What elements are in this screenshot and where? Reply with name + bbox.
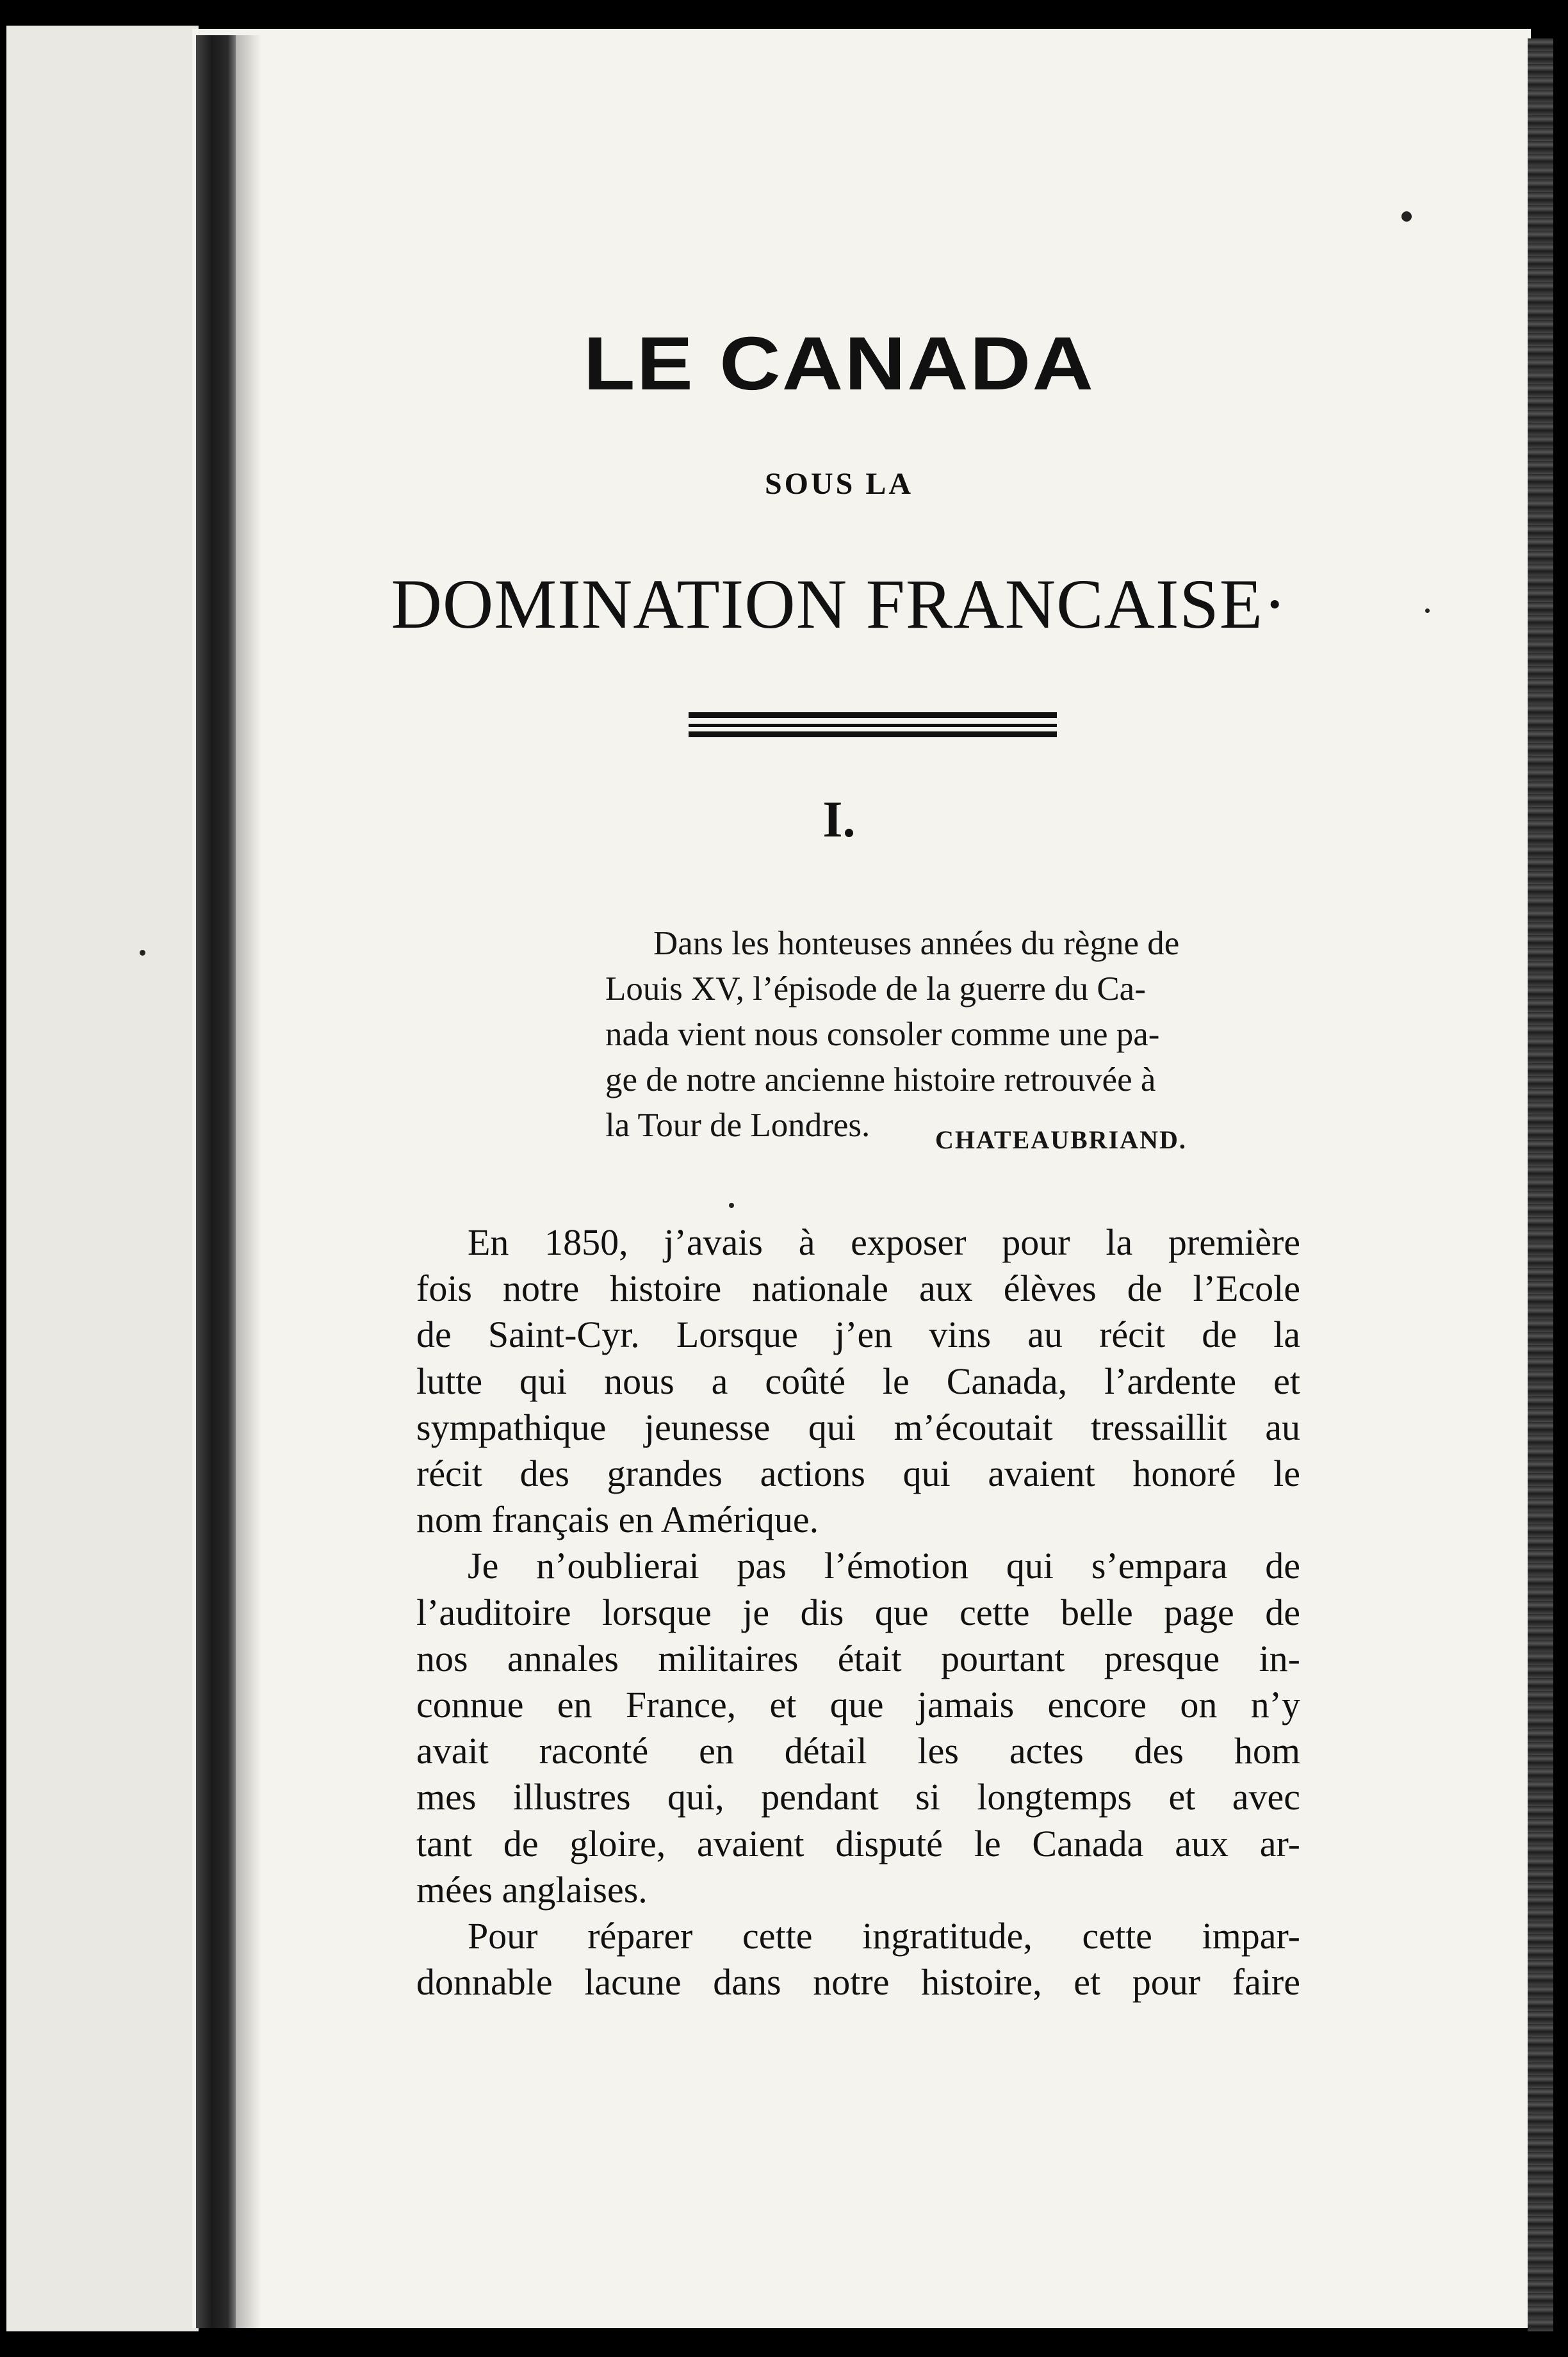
epigraph-line: ge de notre ancienne histoire retrouvée à: [605, 1061, 1156, 1098]
ink-speck: [140, 950, 145, 956]
epigraph-author: CHATEAUBRIAND.: [935, 1125, 1187, 1154]
book-gutter: [196, 35, 236, 2328]
title-connector: SOUS LA: [764, 467, 914, 501]
text-line: de Saint-Cyr. Lorsque j’en vins au récit de la: [416, 1314, 1300, 1356]
text-line: sympathique jeunesse qui m’écoutait tressaillit au: [416, 1406, 1300, 1448]
ink-speck: [729, 1203, 734, 1208]
text-line: mées anglaises.: [416, 1868, 648, 1911]
gutter-shadow: [236, 35, 261, 2328]
text-line: En 1850, j’avais à exposer pour la première: [468, 1221, 1300, 1263]
text-line: Je n’oublierai pas l’émotion qui s’empara de: [468, 1545, 1300, 1587]
epigraph-line: Louis XV, l’épisode de la guerre du Ca-: [605, 970, 1146, 1007]
text-line: lutte qui nous a coûté le Canada, l’ardente et: [416, 1360, 1300, 1402]
text-line: avait raconté en détail les actes des hom: [416, 1730, 1300, 1772]
text-line: donnable lacune dans notre histoire, et pour faire: [416, 1961, 1300, 2003]
epigraph-line: Dans les honteuses années du règne de: [653, 925, 1180, 962]
text-line: récit des grandes actions qui avaient honoré le: [416, 1453, 1300, 1495]
book-title: LE CANADA: [583, 322, 1095, 406]
title-rule-middle: [689, 724, 1057, 727]
epigraph: [605, 921, 1291, 1148]
page-right-edge: [1528, 38, 1553, 2331]
title-rule-top: [689, 712, 1057, 718]
body-text: [416, 1219, 1300, 2005]
ink-speck: [1425, 608, 1430, 613]
epigraph-line: nada vient nous consoler comme une pa-: [605, 1016, 1160, 1053]
text-line: nom français en Amérique.: [416, 1499, 819, 1541]
text-line: connue en France, et que jamais encore on n’y: [416, 1684, 1300, 1726]
text-line: fois notre histoire nationale aux élèves de l’Ecole: [416, 1268, 1300, 1310]
ink-speck: [1401, 211, 1412, 222]
text-line: mes illustres qui, pendant si longtemps et avec: [416, 1776, 1300, 1818]
section-number: I.: [822, 792, 856, 848]
text-line: nos annales militaires était pourtant presque in-: [416, 1637, 1300, 1679]
title-rule-bottom: [689, 731, 1057, 737]
text-line: Pour réparer cette ingratitude, cette impar-: [468, 1915, 1300, 1957]
previous-page-edge: [6, 26, 199, 2331]
text-line: tant de gloire, avaient disputé le Canada aux ar-: [416, 1822, 1300, 1864]
epigraph-line: la Tour de Londres.: [605, 1107, 870, 1144]
text-line: l’auditoire lorsque je dis que cette belle page de: [416, 1591, 1300, 1633]
book-subtitle: DOMINATION FRANCAISE·: [391, 565, 1287, 643]
